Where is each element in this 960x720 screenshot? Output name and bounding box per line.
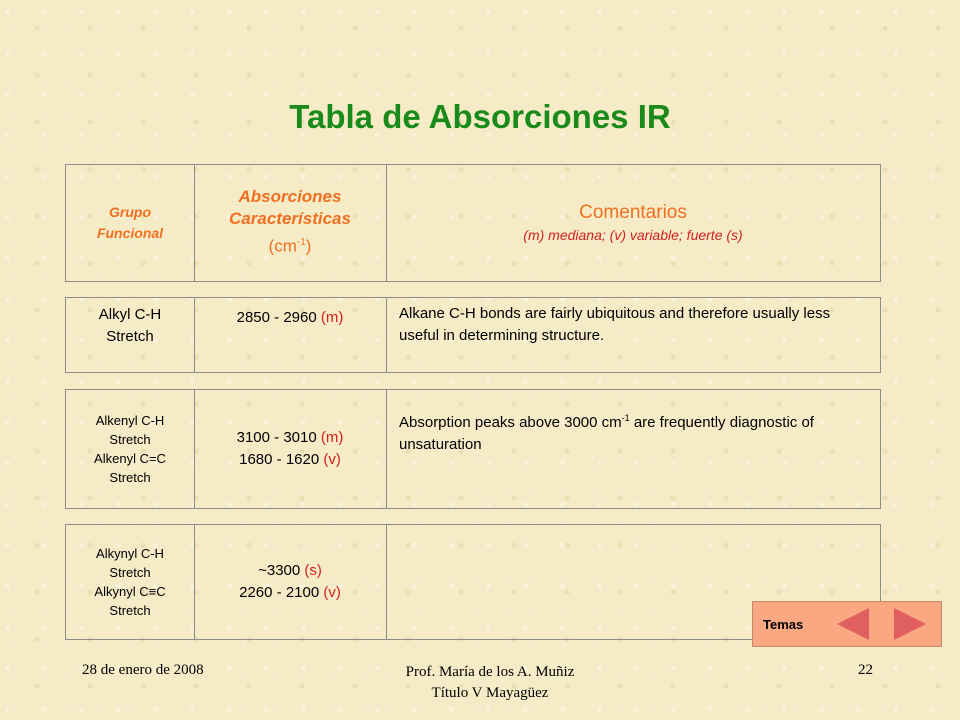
row-abs-line: ~3300 (s): [258, 562, 322, 579]
header-group-cell: [66, 165, 194, 281]
footer-author-line2: Título V Mayagüez: [431, 685, 549, 701]
row-abs-cell: [194, 525, 386, 639]
header-abs-line2: Características: [229, 209, 351, 229]
table-row: [65, 389, 881, 509]
row-group-line: Alkenyl C=C: [94, 451, 166, 466]
row-abs-line: 2850 - 2960 (m): [236, 309, 344, 326]
table-header: [65, 164, 881, 282]
page-title: Tabla de Absorciones IR: [289, 98, 671, 135]
temas-link[interactable]: Temas: [763, 617, 804, 632]
row-group-line: Stretch: [109, 432, 151, 447]
table-row: [65, 297, 881, 373]
header-comments-title: Comentarios: [579, 202, 687, 223]
row-group-cell: [66, 390, 194, 508]
row-group-line: Stretch: [106, 328, 154, 345]
row-group-cell: [66, 525, 194, 639]
header-abs-line1: Absorciones: [238, 187, 342, 207]
header-comments-cell: [386, 165, 880, 281]
footer-page-number: 22: [858, 662, 873, 678]
row-group-line: Stretch: [109, 565, 151, 580]
row-abs-line: 2260 - 2100 (v): [239, 584, 341, 601]
row-comment: Alkane C-H bonds are fairly ubiquitous and therefore usually less useful in determining structure.: [399, 305, 831, 344]
header-abs-unit: $(cm^{-1})$: [268, 236, 312, 256]
row-abs-cell: [194, 390, 386, 508]
next-arrow-icon[interactable]: [892, 606, 928, 642]
row-group-line: Alkynyl C≡C: [94, 584, 166, 599]
header-comments-legend: (m) mediana; (v) variable; fuerte (s): [523, 227, 743, 243]
header-abs-cell: [194, 165, 386, 281]
row-comment: Absorption peaks above 3000 $cm^{-1}$ are frequently diagnostic of unsaturation: [399, 413, 814, 453]
footer-author: [370, 662, 610, 704]
row-abs-cell: [194, 298, 386, 372]
row-group-cell: [66, 298, 194, 372]
row-group-line: Stretch: [109, 470, 151, 485]
prev-arrow-icon[interactable]: [835, 606, 871, 642]
row-abs-line: 1680 - 1620 (v): [239, 451, 341, 468]
row-group-line: Alkyl C-H: [98, 306, 162, 323]
footer-date: 28 de enero de 2008: [82, 662, 204, 678]
header-group-line1: Grupo: [109, 204, 151, 220]
row-abs-line: 3100 - 3010 (m): [236, 429, 344, 446]
header-group-line2: Funcional: [96, 225, 164, 241]
row-group-line: Stretch: [109, 603, 151, 618]
footer-author-line1: Prof. María de los A. Muñiz: [405, 664, 575, 680]
row-group-line: Alkynyl C-H: [96, 546, 164, 561]
nav-box: [752, 601, 942, 647]
row-group-line: Alkenyl C-H: [95, 413, 165, 428]
